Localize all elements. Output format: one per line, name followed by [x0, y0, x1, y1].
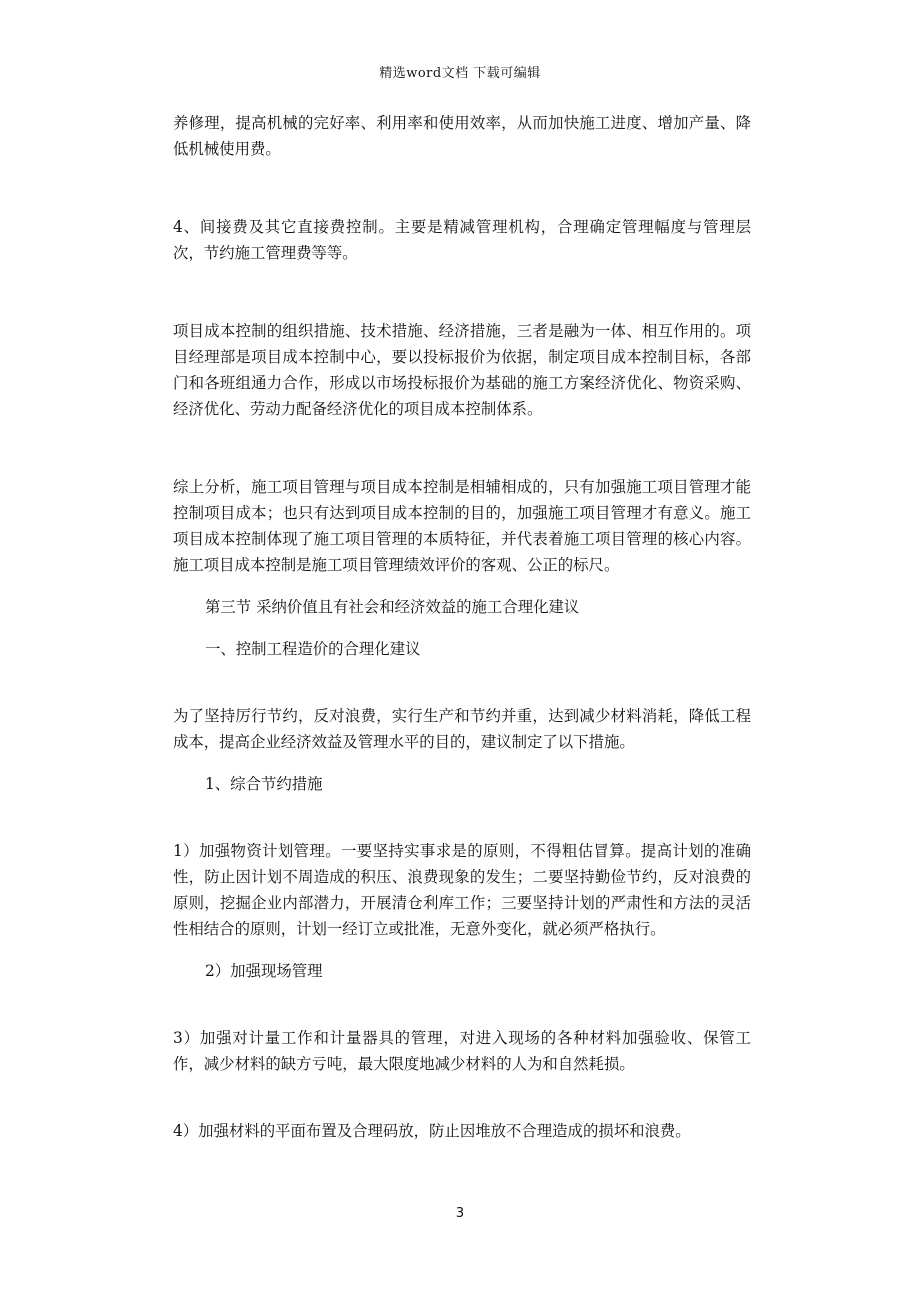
paragraph-indirect-cost: 4、间接费及其它直接费控制。主要是精减管理机构，合理确定管理幅度与管理层次，节约施工管理费等等。 — [173, 218, 751, 262]
paragraph-material-layout: 4）加强材料的平面布置及合理码放，防止因堆放不合理造成的损坏和浪费。 — [173, 1122, 691, 1140]
subsection-heading: 一、控制工程造价的合理化建议 — [205, 640, 421, 658]
paragraph-machinery-repair: 养修理，提高机械的完好率、利用率和使用效率，从而加快施工进度、增加产量、降低机械使用费。 — [173, 114, 751, 158]
item-heading-saving-measures: 1、综合节约措施 — [205, 775, 323, 793]
paragraph-intro: 为了坚持厉行节约，反对浪费，实行生产和节约并重，达到减少材料消耗，降低工程成本，提高企业经济效益及管理水平的目的，建议制定了以下措施。 — [173, 707, 751, 751]
item-heading-site-management: 2）加强现场管理 — [205, 962, 323, 980]
page-number: 3 — [455, 1206, 465, 1221]
section-heading: 第三节 采纳价值且有社会和经济效益的施工合理化建议 — [205, 598, 580, 616]
paragraph-summary: 综上分析，施工项目管理与项目成本控制是相辅相成的，只有加强施工项目管理才能控制项目成本；也只有达到项目成本控制的目的，加强施工项目管理才有意义。施工项目成本控制体现了施工项目管理的本质特征，并代表着施工项目管理的核心内容。施工项目成本控制是施工项目管理绩效评价的客观、公正的标尺。 — [173, 478, 751, 574]
document-body — [173, 110, 751, 1144]
paragraph-metering: 3）加强对计量工作和计量器具的管理，对进入现场的各种材料加强验收、保管工作，减少材料的缺方亏吨，最大限度地减少材料的人为和自然耗损。 — [173, 1029, 751, 1073]
paragraph-material-planning: 1）加强物资计划管理。一要坚持实事求是的原则，不得粗估冒算。提高计划的准确性，防止因计划不周造成的积压、浪费现象的发生；二要坚持勤俭节约，反对浪费的原则，挖掘企业内部潜力，开展清仓利库工作；三要坚持计划的严肃性和方法的灵活性相结合的原则，计划一经订立或批准，无意外变化，就必须严格执行。 — [173, 842, 751, 938]
page-header: 精选word文档 下载可编辑 — [379, 66, 541, 81]
paragraph-cost-control-measures: 项目成本控制的组织措施、技术措施、经济措施，三者是融为一体、相互作用的。项目经理部是项目成本控制中心，要以投标报价为依据，制定项目成本控制目标，各部门和各班组通力合作，形成以市场投标报价为基础的施工方案经济优化、物资采购、经济优化、劳动力配备经济优化的项目成本控制体系。 — [173, 322, 751, 418]
